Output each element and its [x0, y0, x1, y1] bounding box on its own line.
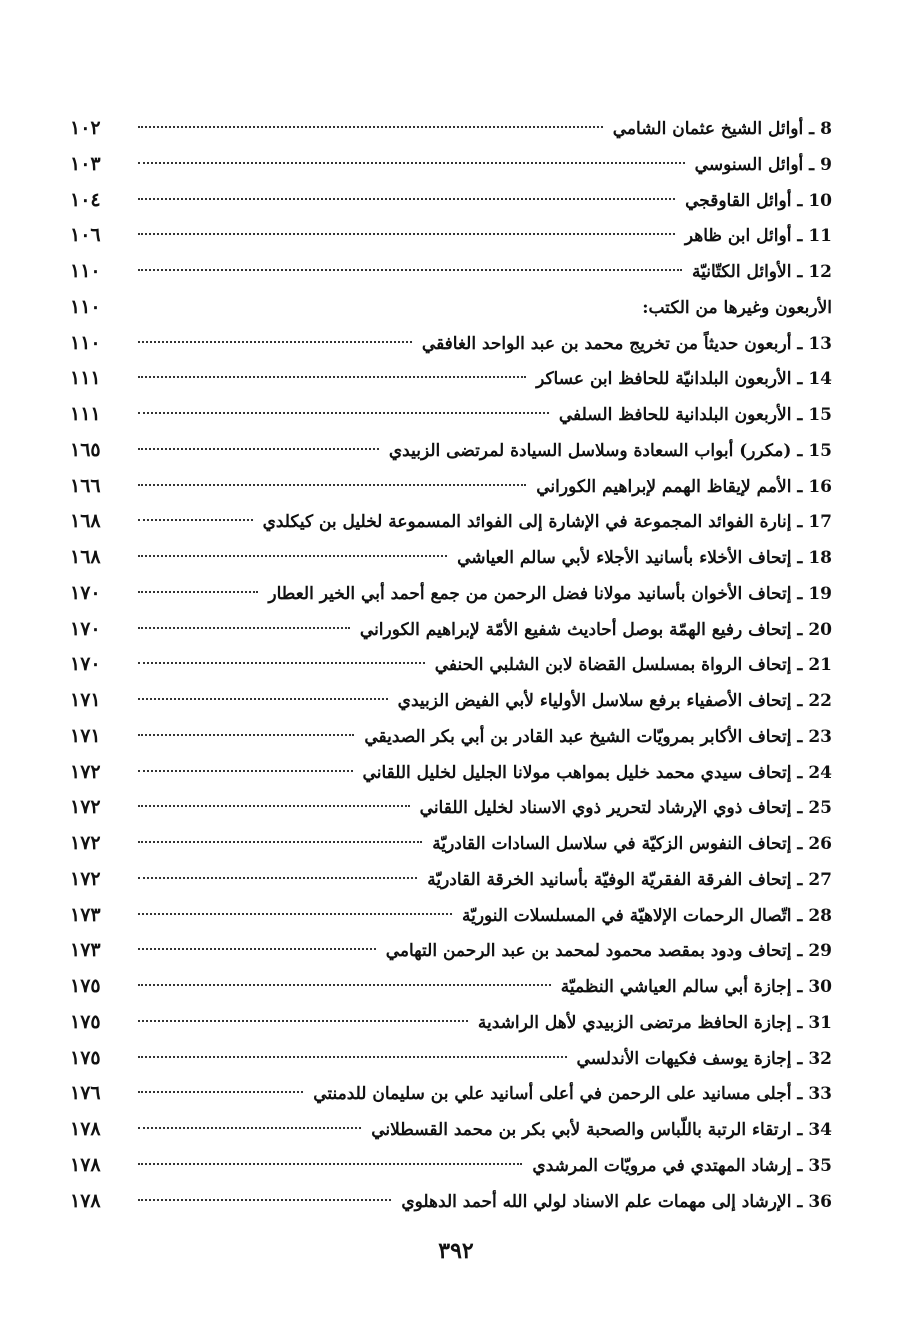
dot-leader	[138, 341, 412, 343]
dot-leader	[138, 519, 253, 521]
toc-entry-page: ١٠٢	[70, 117, 101, 139]
toc-entry-page: ١٧١	[70, 689, 101, 711]
dot-leader	[138, 1163, 522, 1165]
toc-entry-page: ١٧٦	[70, 1082, 101, 1105]
dot-leader	[138, 913, 452, 915]
dot-leader	[138, 805, 410, 807]
toc-entry-page: ١٧٨	[70, 1118, 101, 1140]
toc-entry-title	[636, 291, 832, 327]
toc-entry-page: ١١٠	[70, 295, 101, 318]
toc-entry	[70, 683, 832, 719]
toc-entry-number: 17	[808, 512, 832, 533]
toc-entry-page: ١٧٥	[70, 1010, 101, 1033]
toc-entry-page: ١٧٥	[70, 975, 101, 997]
toc-entry-text: ـ إتحاف الأصفياء برفع سلاسل الأولياء لأبي الفيض الزبيدي	[397, 691, 803, 711]
toc-entry	[70, 1148, 832, 1184]
toc-entry-number: 33	[808, 1084, 832, 1105]
toc-entry-title	[358, 720, 832, 756]
toc-entry-number: 15	[808, 440, 832, 461]
toc-entry	[70, 254, 832, 290]
toc-entry	[70, 111, 832, 147]
toc-entry-page: ١٦٨	[70, 510, 101, 533]
toc-entry-title	[553, 398, 832, 434]
toc-entry-number: 25	[808, 798, 832, 819]
toc-entry-title	[451, 541, 832, 577]
dot-leader	[138, 591, 258, 593]
toc-entry-page: ١٧٥	[70, 1046, 101, 1069]
toc-entry	[70, 969, 832, 1005]
toc-entry-page: ١٠٦	[70, 224, 101, 247]
toc-entry-number: 9	[820, 154, 832, 175]
toc-entry-text: ـ إتحاف سيدي محمد خليل بمواهب مولانا الجليل لخليل اللقاني	[362, 762, 803, 783]
dot-leader	[138, 1056, 567, 1058]
toc-entry	[70, 755, 832, 791]
toc-entry-text: ـ الإرشاد إلى مهمات علم الاسناد لولي الله أحمد الدهلوي	[401, 1191, 803, 1212]
toc-entry-text: ـ إجازة أبي سالم العياشي النظميّة	[560, 977, 803, 997]
toc-entry-number: 20	[808, 619, 832, 640]
toc-entry-page: ١٧٠	[70, 581, 101, 604]
toc-entry-title	[429, 648, 832, 684]
toc-entry-number: 19	[808, 583, 832, 604]
toc-entry-number: 32	[808, 1048, 832, 1069]
dot-leader	[138, 162, 685, 164]
toc-entry	[70, 862, 832, 898]
toc-entry-text: ـ اتّصال الرحمات الإلاهيّة في المسلسلات النوريّة	[461, 905, 803, 926]
toc-entry	[70, 647, 832, 683]
toc-entry-text: ـ أربعون حديثاً من تخريج محمد بن عبد الواحد الغافقي	[421, 333, 803, 354]
toc-entry-title	[257, 505, 832, 541]
toc-entry	[70, 147, 832, 183]
toc-entry	[70, 826, 832, 862]
toc-entry	[70, 504, 832, 540]
toc-entry-page: ١٧٠	[70, 653, 101, 676]
toc-entry-page: ١٧٠	[70, 617, 101, 640]
toc-entry-page: ١٦٨	[70, 546, 101, 568]
dot-leader	[138, 662, 425, 664]
toc-entry-text: ـ إتحاف ودود بمقصد محمود لمحمد بن عبد الرحمن التهامي	[385, 941, 803, 962]
toc-entry-text: ـ إتحاف الأخلاء بأسانيد الأجلاء لأبي سالم العياشي	[457, 548, 803, 568]
toc-entry-text: ـ الأوائل الكتّانيّة	[691, 262, 803, 282]
table-of-contents	[70, 111, 832, 1219]
dot-leader	[138, 698, 388, 700]
toc-entry-title	[357, 756, 832, 792]
toc-entry-text: ـ إنارة الفوائد المجموعة في الإشارة إلى الفوائد المسموعة لخليل بن كيكلدي	[262, 512, 803, 533]
toc-entry-number: 31	[808, 1012, 832, 1033]
dot-leader	[138, 770, 353, 772]
toc-entry-text: ـ إتحاف رفيع الهمّة بوصل أحاديث شفيع الأمّة لإبراهيم الكوراني	[359, 619, 803, 640]
toc-entry-text: ـ أوائل ابن ظاهر	[684, 226, 803, 247]
dot-leader	[138, 126, 603, 128]
toc-entry-page: ١٧٨	[70, 1189, 101, 1212]
toc-entry-page: ١٠٣	[70, 152, 101, 175]
toc-entry-number: 12	[808, 262, 832, 282]
toc-entry-title	[307, 1077, 832, 1113]
toc-entry-text: ـ إتحاف النفوس الزكيّة في سلاسل السادات القادريّة	[432, 834, 803, 854]
toc-entry-number: 18	[808, 548, 832, 568]
toc-entry-title	[555, 970, 832, 1006]
toc-entry	[70, 933, 832, 969]
toc-entry	[70, 540, 832, 576]
toc-entry-title	[571, 1042, 832, 1078]
dot-leader	[138, 627, 350, 629]
toc-entry-text: ـ ارتقاء الرتبة باللّباس والصحبة لأبي بكر بن محمد القسطلاني	[371, 1120, 803, 1140]
toc-entry-title	[686, 255, 832, 291]
toc-entry-number: 34	[808, 1120, 832, 1140]
toc-entry-number: 14	[808, 369, 832, 390]
toc-entry-number: 35	[808, 1155, 832, 1176]
toc-entry-text: ـ الأمم لإيقاظ الهمم لإبراهيم الكوراني	[536, 476, 803, 497]
toc-entry-page: ١٧١	[70, 724, 101, 747]
toc-entry-text: الأربعون وغيرها من الكتب:	[642, 297, 832, 318]
toc-entry-page: ١٦٥	[70, 438, 101, 461]
toc-entry-text: ـ إتحاف الفرقة الفقريّة الوفيّة بأسانيد الخرقة القادريّة	[427, 869, 803, 890]
toc-entry-page: ١١٠	[70, 260, 101, 282]
toc-entry-title	[421, 863, 832, 899]
toc-entry	[70, 469, 832, 505]
toc-entry-title	[456, 899, 832, 935]
toc-entry-number: 15	[808, 405, 832, 425]
toc-entry-title	[383, 434, 832, 470]
toc-entry-number: 27	[808, 869, 832, 890]
toc-entry	[70, 361, 832, 397]
toc-entry	[70, 1112, 832, 1148]
toc-entry-page: ١٠٤	[70, 188, 101, 211]
toc-entry	[70, 397, 832, 433]
dot-leader	[138, 984, 551, 986]
toc-entry-page: ١٧٢	[70, 867, 101, 890]
toc-entry	[70, 433, 832, 469]
toc-entry-page: ١٧٢	[70, 832, 101, 854]
dot-leader	[138, 376, 526, 378]
dot-leader	[138, 555, 447, 557]
toc-entry-title	[416, 327, 832, 363]
dot-leader	[138, 269, 682, 271]
toc-entry	[70, 1041, 832, 1077]
toc-entry-text: ـ أوائل الشيخ عثمان الشامي	[612, 119, 815, 139]
dot-leader	[138, 1020, 468, 1022]
toc-entry-title	[414, 791, 832, 827]
toc-entry-number: 29	[808, 941, 832, 962]
toc-entry	[70, 326, 832, 362]
toc-entry	[70, 719, 832, 755]
toc-entry-text: ـ إرشاد المهتدي في مرويّات المرشدي	[532, 1155, 803, 1176]
toc-entry-number: 24	[808, 762, 832, 783]
toc-entry-page: ١٧٣	[70, 939, 101, 962]
toc-entry-title	[395, 1185, 832, 1221]
toc-entry	[70, 1005, 832, 1041]
toc-entry	[70, 790, 832, 826]
toc-entry-number: 8	[820, 119, 832, 139]
page-number: ٣٩٢	[438, 1238, 474, 1264]
dot-leader	[138, 948, 376, 950]
toc-entry-title	[365, 1113, 832, 1149]
dot-leader	[138, 233, 675, 235]
toc-entry-page: ١٧٢	[70, 760, 101, 783]
toc-entry	[70, 898, 832, 934]
toc-entry-text: ـ إجازة يوسف فكيهات الأندلسي	[576, 1048, 803, 1069]
toc-entry-title	[679, 184, 832, 220]
toc-entry-text: ـ إتحاف الأكابر بمرويّات الشيخ عبد القادر بن أبي بكر الصديقي	[364, 726, 803, 747]
toc-entry-title	[262, 577, 832, 613]
toc-entry-title	[679, 219, 832, 255]
toc-entry-number: 26	[808, 834, 832, 854]
toc-entry-text: ـ الأربعون البلدانية للحافظ السلفي	[558, 405, 803, 425]
toc-entry	[70, 183, 832, 219]
toc-entry-page: ١١١	[70, 403, 101, 425]
toc-entry-title	[607, 112, 832, 148]
toc-entry-page: ١٧٨	[70, 1153, 101, 1176]
toc-entry	[70, 612, 832, 648]
toc-entry	[70, 290, 832, 326]
toc-entry-number: 10	[808, 190, 832, 211]
dot-leader	[138, 877, 417, 879]
toc-entry-text: ـ إتحاف الأخوان بأسانيد مولانا فضل الرحمن من جمع أحمد أبي الخير العطار	[268, 583, 803, 604]
toc-entry	[70, 576, 832, 612]
dot-leader	[138, 734, 354, 736]
toc-entry-title	[526, 1149, 832, 1185]
toc-entry-title	[380, 934, 832, 970]
toc-entry-number: 28	[808, 905, 832, 926]
toc-entry	[70, 218, 832, 254]
toc-entry-number: 13	[808, 333, 832, 354]
toc-entry-number: 23	[808, 726, 832, 747]
toc-entry-page: ١٧٣	[70, 903, 101, 926]
toc-entry-text: ـ أجلى مسانيد على الرحمن في أعلى أسانيد علي بن سليمان للدمنتي	[313, 1084, 803, 1105]
toc-entry-text: ـ أوائل القاوقجي	[685, 190, 803, 211]
toc-entry-number: 30	[808, 977, 832, 997]
toc-entry-number: 16	[808, 476, 832, 497]
dot-leader	[138, 448, 379, 450]
toc-entry-title	[354, 613, 832, 649]
dot-leader	[138, 198, 675, 200]
toc-entry-text: ـ إجازة الحافظ مرتضى الزبيدي لأهل الراشدية	[477, 1012, 803, 1033]
dot-leader	[138, 1127, 361, 1129]
toc-entry-text: ـ إتحاف الرواة بمسلسل القضاة لابن الشلبي الحنفي	[434, 655, 803, 676]
toc-entry-title	[530, 362, 832, 398]
toc-entry-page: ١٧٢	[70, 796, 101, 819]
toc-entry-number: 36	[808, 1191, 832, 1212]
toc-entry-title	[426, 827, 832, 863]
toc-entry-page: ١١٠	[70, 331, 101, 354]
dot-leader	[138, 841, 422, 843]
dot-leader	[138, 484, 526, 486]
toc-entry-title	[689, 148, 832, 184]
toc-entry-page: ١١١	[70, 367, 101, 390]
toc-entry-number: 11	[808, 226, 832, 247]
toc-entry-text: ـ إتحاف ذوي الإرشاد لتحرير ذوي الاسناد لخليل اللقاني	[419, 798, 803, 819]
toc-entry-title	[530, 470, 832, 506]
toc-entry-number: 22	[808, 691, 832, 711]
toc-entry-text: ـ الأربعون البلدانيّة للحافظ ابن عساكر	[536, 369, 803, 390]
toc-entry-number: 21	[808, 655, 832, 676]
toc-entry-page: ١٦٦	[70, 474, 101, 497]
dot-leader	[138, 1199, 391, 1201]
toc-entry	[70, 1184, 832, 1220]
toc-entry-text: ـ أوائل السنوسي	[694, 154, 815, 175]
toc-entry	[70, 1076, 832, 1112]
dot-leader	[138, 412, 549, 414]
toc-entry-title	[472, 1006, 832, 1042]
dot-leader	[138, 1091, 303, 1093]
toc-entry-text: ـ (مكرر) أبواب السعادة وسلاسل السيادة لمرتضى الزبيدي	[388, 440, 803, 461]
toc-entry-title	[392, 684, 832, 720]
